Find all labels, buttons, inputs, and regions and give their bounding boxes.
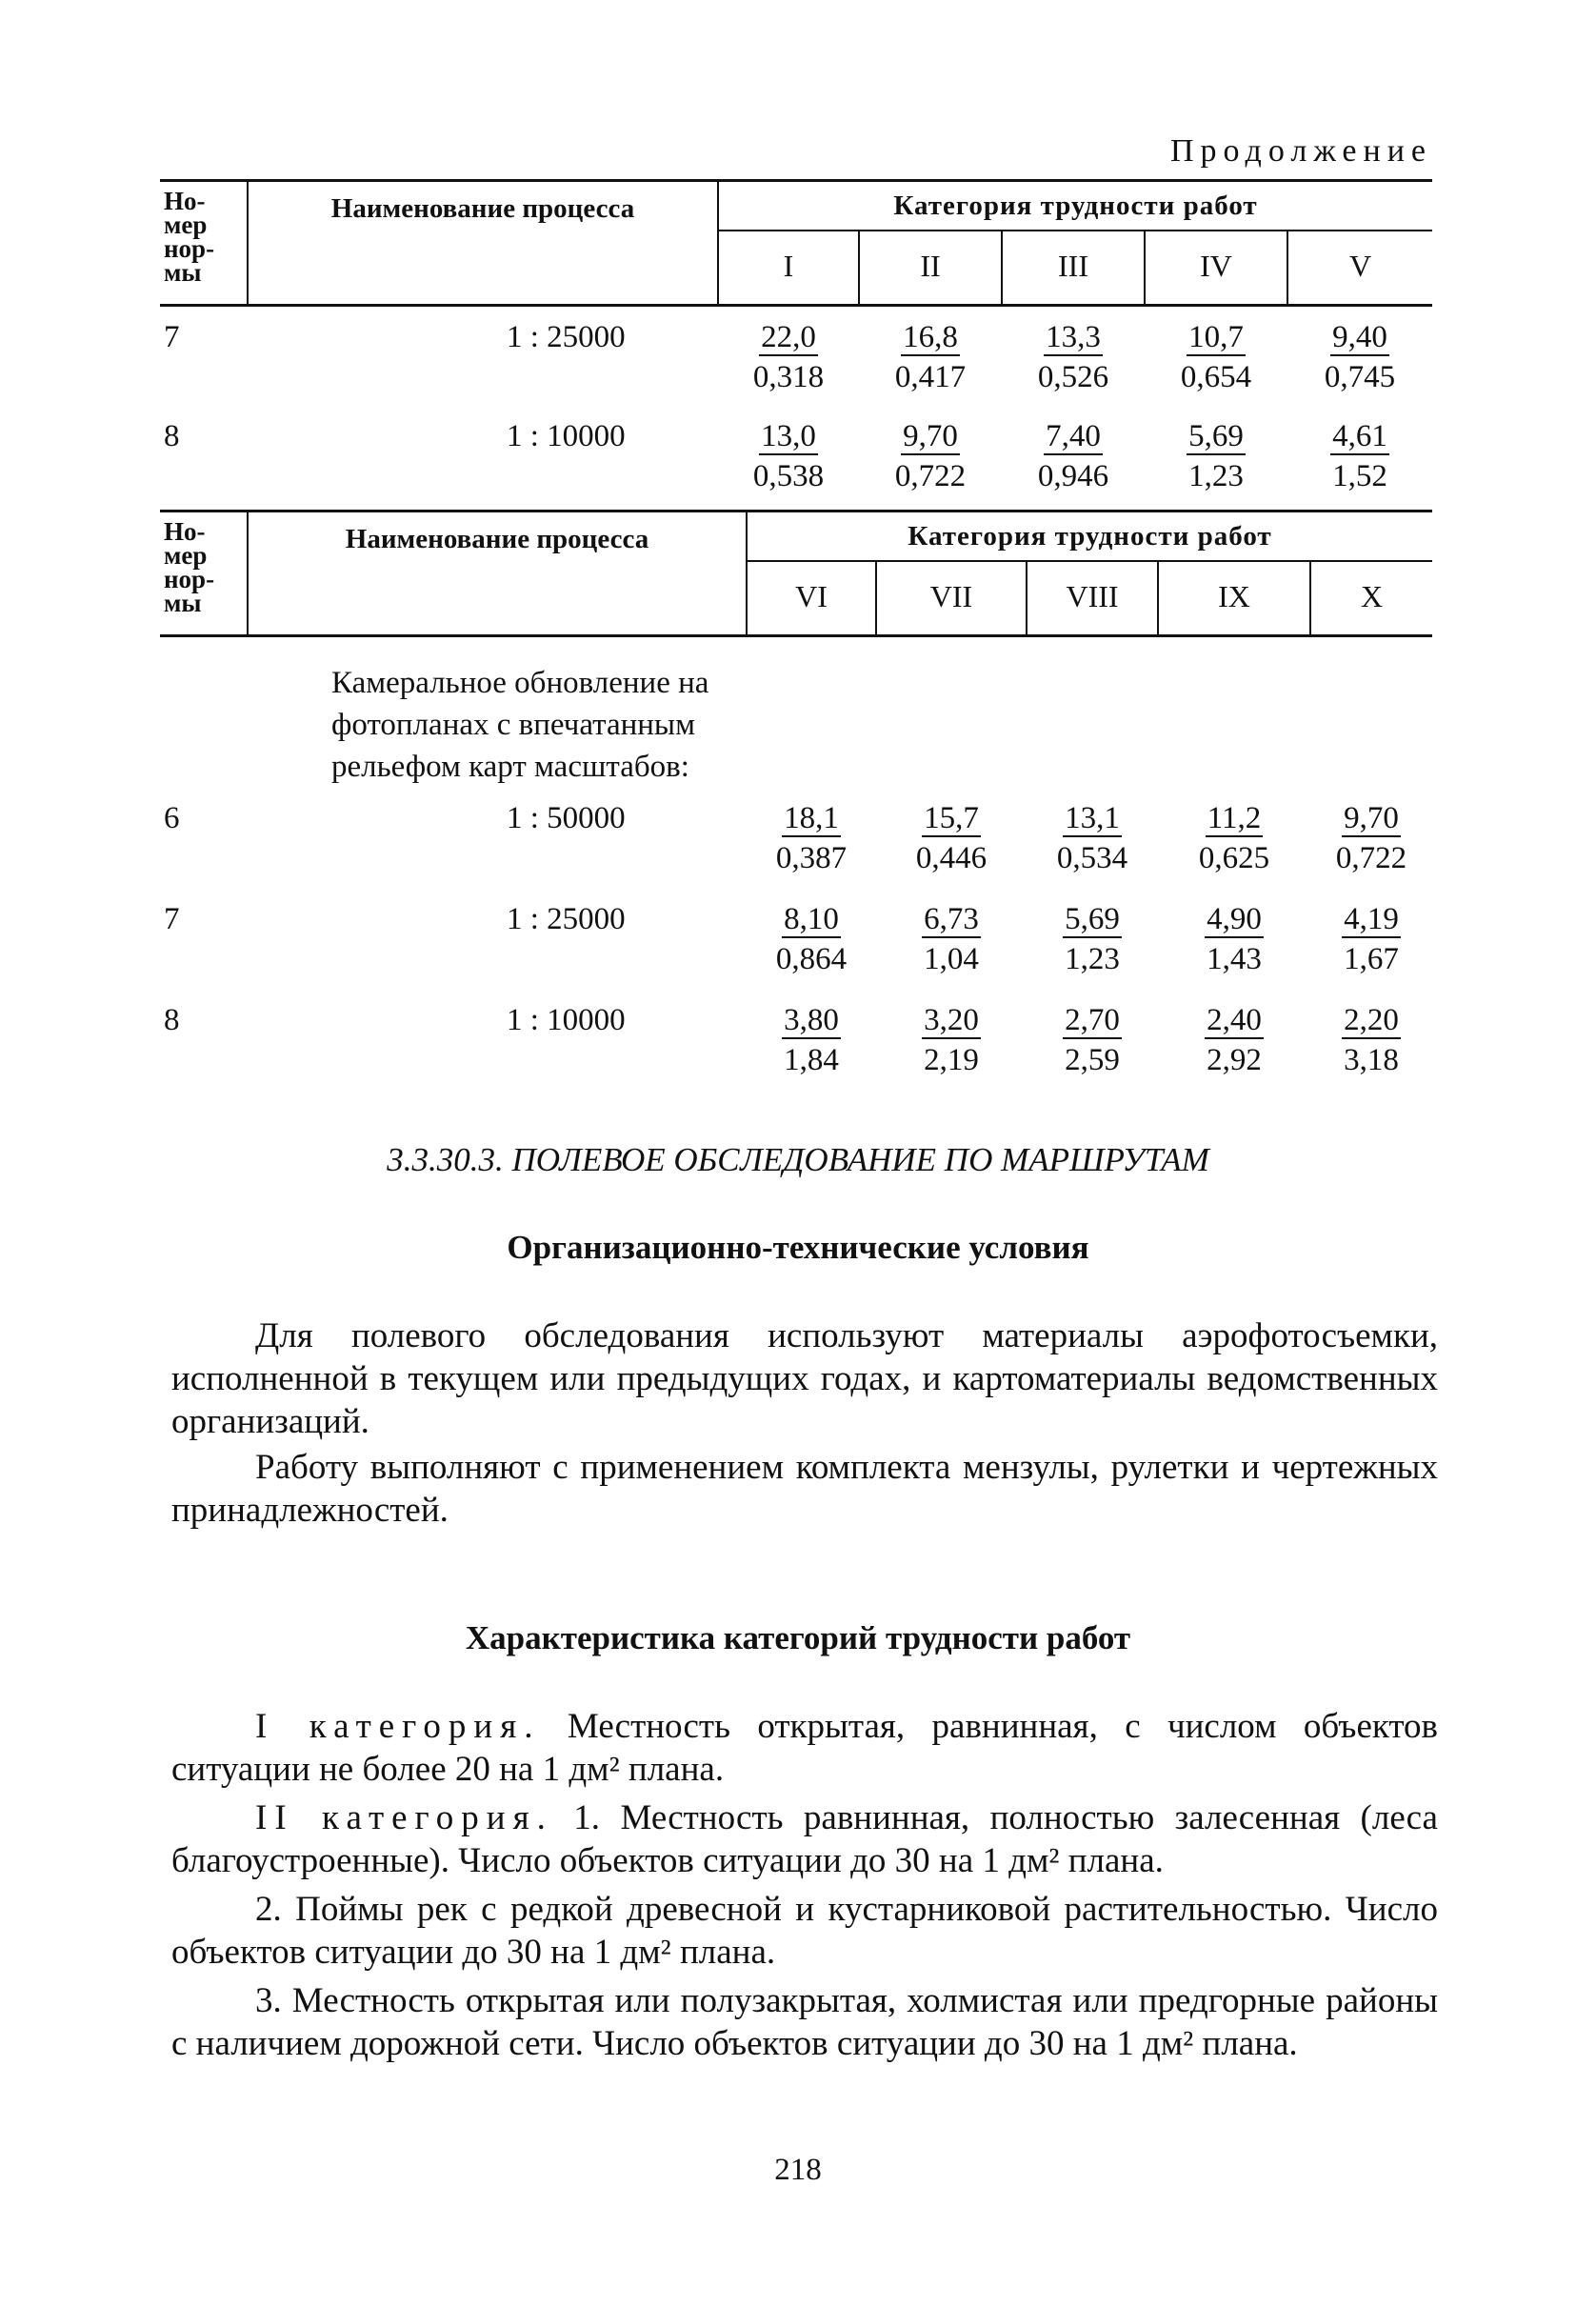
category-column-header: V [1287,231,1432,306]
category-column-header: IV [1145,231,1287,306]
value-cell [718,406,859,512]
fraction-denominator: 2,59 [1065,1043,1120,1077]
value-cell [747,788,876,889]
value-cell [1287,306,1432,407]
fraction-denominator: 0,318 [752,360,825,394]
fraction-numerator: 4,90 [1207,902,1262,936]
value-cell [876,889,1027,990]
value-cell [1158,889,1310,990]
fraction-numerator: 8,10 [784,902,839,936]
fraction-numerator: 2,40 [1207,1003,1262,1037]
value-cell [1310,889,1432,990]
category-header: Категория трудности работ [718,181,1432,231]
fraction-denominator: 0,534 [1056,841,1128,875]
fraction-numerator: 4,19 [1344,902,1399,936]
table-row [160,306,1432,407]
value-cell [859,406,1002,512]
fraction-numerator: 13,0 [761,419,816,453]
row-number: 8 [164,419,180,453]
fraction-denominator: 0,387 [775,841,848,875]
category-column-header: VII [876,561,1027,636]
category-column-header: VI [747,561,876,636]
category-header: Категория трудности работ [747,512,1432,562]
fraction-denominator: 0,722 [1335,841,1407,875]
value-cell [1310,788,1432,889]
row-name: 1 : 50000 [507,801,626,835]
row-name: 1 : 25000 [507,902,626,936]
row-number: 7 [164,320,180,354]
fraction-numerator: 18,1 [784,801,839,835]
category-text: Местность открытая, равнинная, с числом объектов ситуации не более 20 на 1 дм² плана. [171,1707,1439,1789]
paragraph-materials: Для полевого обследования используют материалы аэрофотосъемки, исполненной в текущем или предыдущих годах, и картоматериалы ведомственных организаций. [171,1316,1438,1441]
fraction-numerator: 2,70 [1065,1003,1120,1037]
norms-table-1 [160,179,1432,512]
value-cell [859,306,1002,407]
fraction-denominator: 2,92 [1207,1043,1262,1077]
category-label: II категория. [255,1798,553,1837]
group-title-text: Камеральное обновление на фотопланах с впечатанным рельефом карт масштабов: [331,666,709,784]
fraction-numerator: 10,7 [1188,320,1244,354]
category-column-header: I [718,231,859,306]
fraction-numerator: 3,80 [784,1003,839,1037]
row-number: 7 [164,902,180,936]
fraction-denominator: 1,04 [924,942,979,976]
value-cell [1158,788,1310,889]
category-text: 1. Местность равнинная, полностью залесенная (леса благоустроенные). Число объектов ситуации до 30 на 1 дм² плана. [171,1798,1438,1880]
value-cell [1310,990,1432,1091]
value-cell [747,990,876,1091]
page-number: 218 [774,2153,822,2187]
category-column-header: IX [1158,561,1310,636]
value-cell [1002,406,1145,512]
fraction-denominator: 0,654 [1180,360,1252,394]
group-title [248,636,747,789]
fraction-denominator: 0,625 [1198,841,1270,875]
value-cell [1027,990,1158,1091]
value-cell [1002,306,1145,407]
section-heading: 3.3.30.3. ПОЛЕВОЕ ОБСЛЕДОВАНИЕ ПО МАРШРУТАМ [387,1141,1209,1178]
fraction-denominator: 1,43 [1207,942,1262,976]
category-label: I категория. [255,1707,541,1746]
fraction-numerator: 9,70 [1344,801,1399,835]
fraction-numerator: 9,70 [903,419,958,453]
value-cell [1287,406,1432,512]
fraction-denominator: 1,52 [1332,459,1387,493]
fraction-numerator: 9,40 [1332,320,1387,354]
table-row [160,990,1432,1091]
fraction-numerator: 15,7 [924,801,979,835]
row-number: 6 [164,801,180,835]
category-column-header: II [859,231,1002,306]
fraction-numerator: 2,20 [1344,1003,1399,1037]
continuation-label: Продолжение [1169,133,1432,169]
fraction-denominator: 0,526 [1037,360,1109,394]
category-column-header: X [1310,561,1432,636]
fraction-denominator: 1,84 [784,1043,839,1077]
paragraph-category-2-item-3: 3. Местность открытая или полузакрытая, холмистая или предгорные районы с наличием дорожной сети. Число объектов ситуации до 30 на 1 дм² плана. [171,1981,1438,2063]
value-cell [1145,306,1287,407]
row-name: 1 : 10000 [507,1003,626,1037]
fraction-denominator: 0,745 [1324,360,1396,394]
name-column-header: Наименование процесса [248,181,718,306]
fraction-denominator: 0,538 [752,459,825,493]
fraction-denominator: 2,19 [924,1043,979,1077]
paragraph-category-2-item-2: 2. Поймы рек с редкой древесной и кустарниковой растительностью. Число объектов ситуации до 30 на 1 дм² плана. [171,1890,1438,1972]
fraction-numerator: 13,3 [1046,320,1101,354]
subheading-categories: Характеристика категорий трудности работ [465,1619,1131,1656]
value-cell [1145,406,1287,512]
fraction-numerator: 11,2 [1207,801,1262,835]
table-row [160,889,1432,990]
fraction-numerator: 4,61 [1332,419,1387,453]
fraction-denominator: 0,946 [1037,459,1109,493]
value-cell [876,788,1027,889]
number-column-header: Но-мер нор-мы [160,512,248,636]
paragraph-equipment: Работу выполняют с применением комплекта мензулы, рулетки и чертежных принадлежностей. [171,1448,1438,1530]
subheading-conditions: Организационно-технические условия [507,1229,1089,1266]
fraction-numerator: 5,69 [1065,902,1120,936]
value-cell [1027,788,1158,889]
fraction-numerator: 6,73 [924,902,979,936]
fraction-numerator: 3,20 [924,1003,979,1037]
fraction-denominator: 3,18 [1344,1043,1399,1077]
fraction-numerator: 16,8 [903,320,958,354]
paragraph-category-2 [171,1796,1438,1882]
fraction-numerator: 7,40 [1046,419,1101,453]
row-name: 1 : 25000 [507,320,626,354]
category-column-header: VIII [1027,561,1158,636]
fraction-denominator: 0,417 [894,360,967,394]
fraction-denominator: 1,67 [1344,942,1399,976]
fraction-numerator: 13,1 [1065,801,1120,835]
table-row [160,788,1432,889]
value-cell [876,990,1027,1091]
value-cell [718,306,859,407]
table-row [160,406,1432,512]
category-column-header: III [1002,231,1145,306]
paragraph-category-1 [171,1705,1438,1791]
value-cell [747,889,876,990]
number-column-header: Но-мер нор-мы [160,181,248,306]
value-cell [1027,889,1158,990]
fraction-numerator: 5,69 [1188,419,1244,453]
fraction-denominator: 1,23 [1188,459,1244,493]
fraction-denominator: 0,864 [775,942,848,976]
name-column-header: Наименование процесса [248,512,747,636]
fraction-denominator: 0,722 [894,459,967,493]
value-cell [1158,990,1310,1091]
row-number: 8 [164,1003,180,1037]
table-group-row [160,636,1432,789]
norms-table-2 [160,510,1432,1091]
fraction-denominator: 1,23 [1065,942,1120,976]
row-name: 1 : 10000 [507,419,626,453]
fraction-numerator: 22,0 [761,320,816,354]
fraction-denominator: 0,446 [915,841,988,875]
